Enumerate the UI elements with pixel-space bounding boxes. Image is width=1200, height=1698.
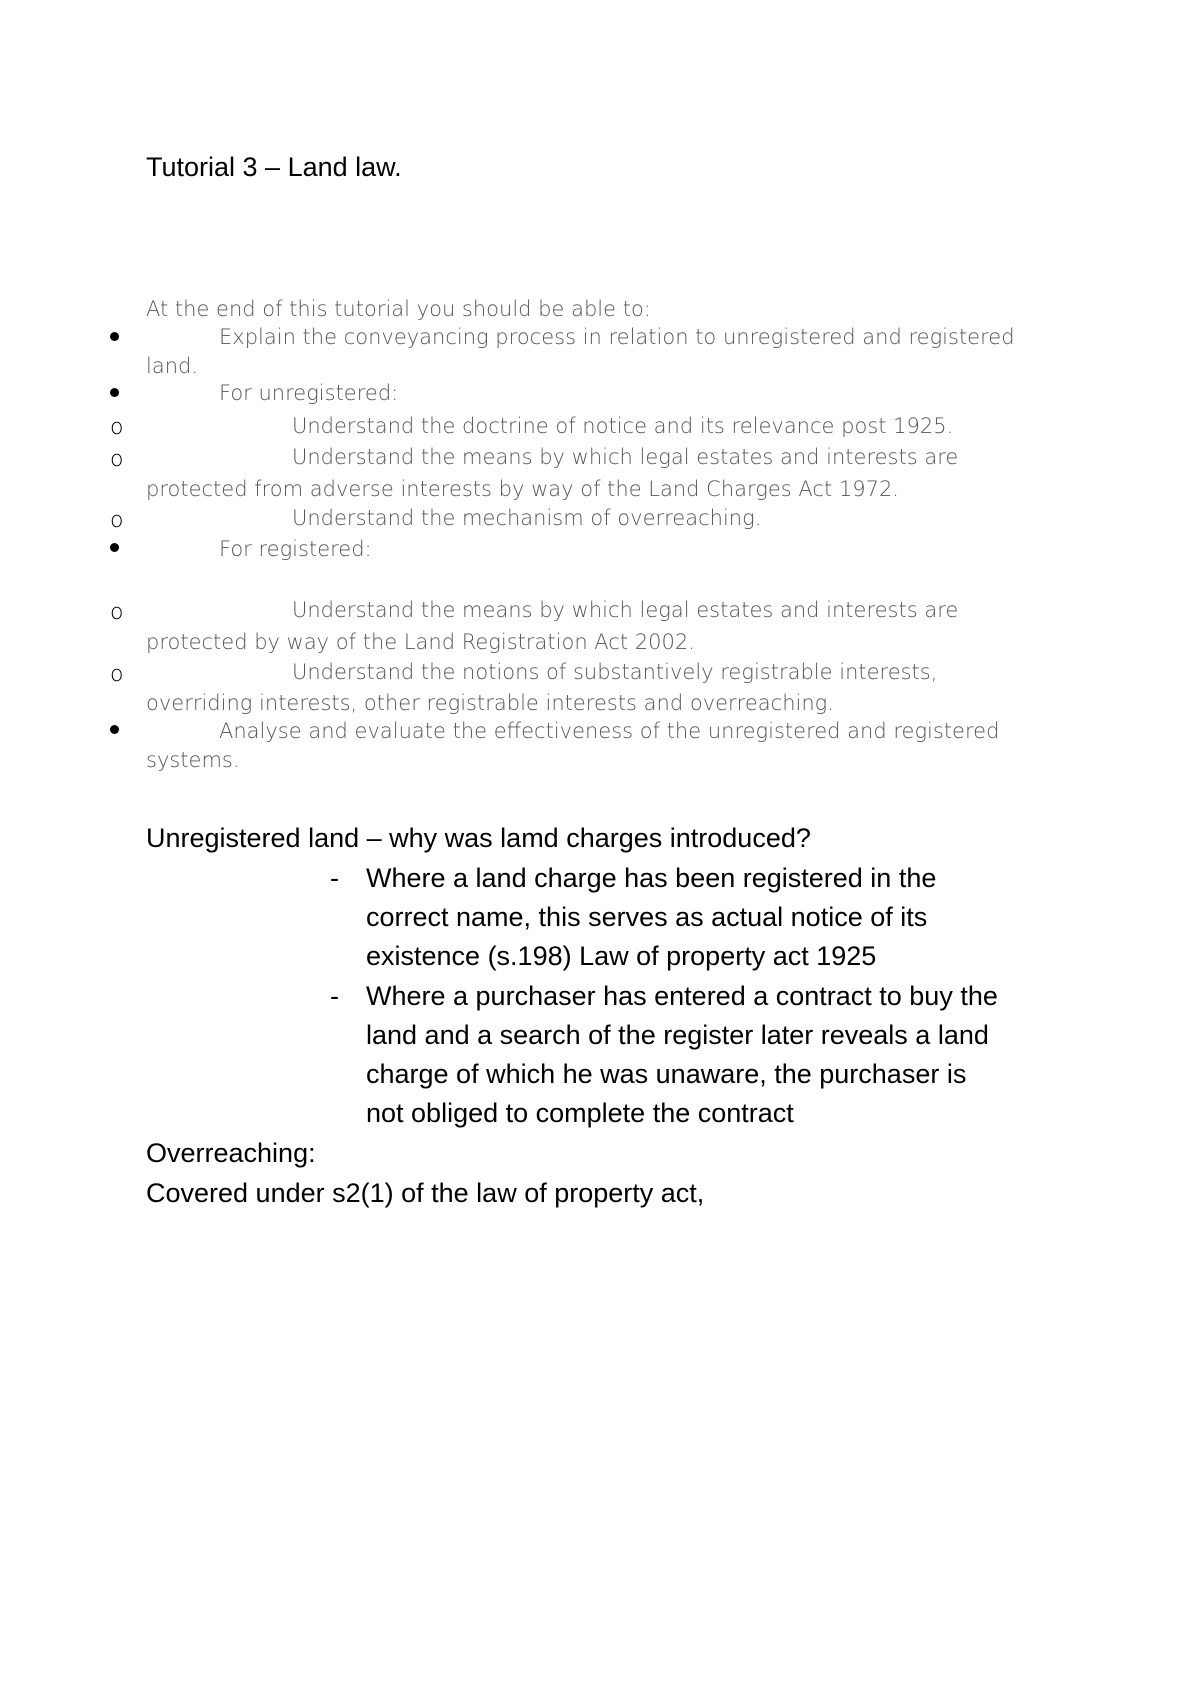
bullet-icon: [110, 332, 119, 341]
objective-subitem: Understand the doctrine of notice and its relevance post 1925.: [292, 414, 954, 438]
sub-bullet-icon: o: [110, 447, 124, 472]
dash-bullet-icon: -: [330, 863, 339, 893]
overreaching-text: Covered under s2(1) of the law of property act,: [146, 1178, 705, 1208]
objective-subitem: Understand the mechanism of overreaching.: [292, 506, 762, 530]
notes-heading: Unregistered land – why was lamd charges introduced?: [146, 823, 811, 853]
objective-item: Explain the conveyancing process in relation to unregistered and registered: [219, 325, 1015, 349]
objective-subitem: Understand the means by which legal estates and interests are: [292, 598, 959, 622]
note-point-continued: land and a search of the register later reveals a land: [366, 1020, 989, 1050]
sub-bullet-icon: o: [110, 508, 124, 533]
objective-subitem: Understand the means by which legal estates and interests are: [292, 445, 959, 469]
bullet-icon: [110, 543, 119, 552]
sub-bullet-icon: o: [110, 662, 124, 687]
note-point-continued: charge of which he was unaware, the purchaser is: [366, 1059, 967, 1089]
objective-subitem-continued: protected from adverse interests by way of the Land Charges Act 1972.: [146, 477, 899, 501]
note-point: Where a land charge has been registered in the: [366, 863, 937, 893]
objective-subitem-continued: overriding interests, other registrable interests and overreaching.: [146, 691, 834, 715]
objective-item: For unregistered:: [219, 381, 399, 405]
objective-item: For registered:: [219, 537, 372, 561]
note-point-continued: not obliged to complete the contract: [366, 1098, 794, 1128]
objective-subitem-continued: protected by way of the Land Registration Act 2002.: [146, 630, 695, 654]
bullet-icon: [110, 388, 119, 397]
note-point: Where a purchaser has entered a contract to buy the: [366, 981, 998, 1011]
overreaching-heading: Overreaching:: [146, 1138, 316, 1168]
objective-item-continued: land.: [146, 354, 199, 378]
objective-item-continued: systems.: [146, 748, 240, 772]
objective-item: Analyse and evaluate the effectiveness of the unregistered and registered: [219, 719, 1000, 743]
document-title: Tutorial 3 – Land law.: [146, 152, 402, 182]
sub-bullet-icon: o: [110, 415, 124, 440]
note-point-continued: correct name, this serves as actual notice of its: [366, 902, 928, 932]
bullet-icon: [110, 725, 119, 734]
note-point-continued: existence (s.198) Law of property act 1925: [366, 941, 877, 971]
dash-bullet-icon: -: [330, 981, 339, 1011]
sub-bullet-icon: o: [110, 600, 124, 625]
objectives-intro: At the end of this tutorial you should be able to:: [146, 297, 651, 321]
objective-subitem: Understand the notions of substantively registrable interests,: [292, 660, 938, 684]
